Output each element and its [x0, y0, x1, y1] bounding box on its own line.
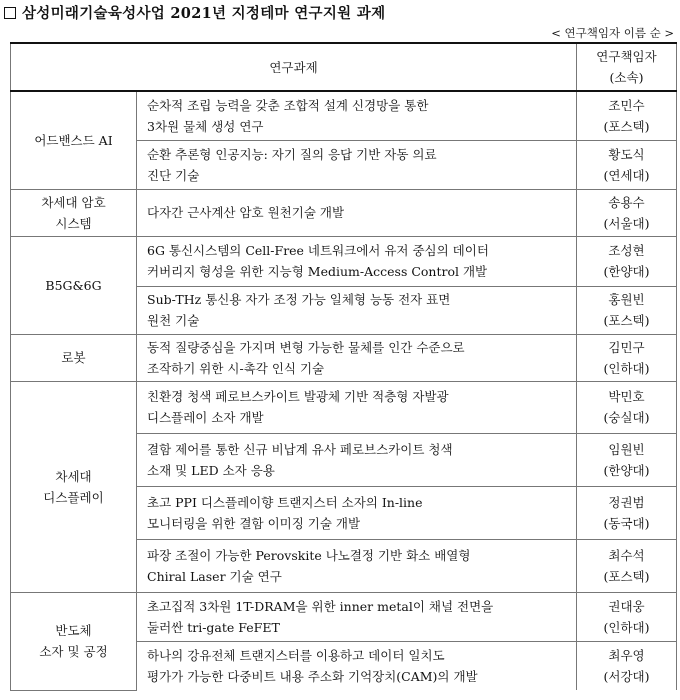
pi-name: 황도식: [608, 146, 645, 162]
category-label: 로봇: [61, 350, 86, 365]
project-cell: [137, 91, 577, 140]
category-label: B5G&6G: [45, 277, 102, 293]
pi-cell: [577, 592, 677, 641]
pi-affiliation: (포스텍): [603, 118, 650, 134]
pi-cell: [577, 91, 677, 140]
category-label: 어드밴스드 AI: [34, 132, 113, 148]
project-cell: [137, 641, 577, 690]
sort-note: < 연구책임자 이름 순 >: [551, 26, 674, 40]
table-row: [11, 91, 677, 140]
pi-cell: [577, 189, 677, 236]
category-label: 시스템: [55, 215, 92, 231]
pi-cell: [577, 433, 677, 486]
header-pi-label: 연구책임자: [596, 49, 657, 64]
header-project: 연구과제: [11, 43, 577, 91]
table-row: [11, 334, 677, 381]
project-line: 결함 제어를 통한 신규 비납계 유사 페로브스카이트 청색: [147, 441, 453, 457]
pi-affiliation: (숭실대): [603, 410, 650, 425]
pi-name: 김민구: [608, 339, 645, 355]
pi-affiliation: (포스텍): [603, 568, 650, 584]
header-pi: [577, 43, 677, 91]
project-line: 친환경 청색 페로브스카이트 발광체 기반 적층형 자발광: [147, 389, 449, 404]
title-text: 삼성미래기술육성사업 2021년 지정테마 연구지원 과제: [22, 5, 386, 22]
category-label: 디스플레이: [43, 489, 104, 505]
pi-name: 정권범: [608, 494, 645, 510]
table-row: [11, 592, 677, 641]
category-cell: [11, 592, 137, 690]
category-cell: [11, 91, 137, 189]
pi-name: 박민호: [608, 389, 645, 404]
project-line: 원천 기술: [147, 313, 200, 328]
pi-affiliation: (인하대): [603, 360, 650, 376]
page-title: [4, 2, 385, 23]
category-cell: [11, 189, 137, 236]
pi-affiliation: (인하대): [603, 619, 650, 635]
pi-name: 최수석: [608, 547, 645, 563]
table-row: [11, 236, 677, 286]
project-table: [10, 42, 677, 691]
project-cell: [137, 189, 577, 236]
project-line: 커버리지 형성을 위한 지능형 Medium-Access Control 개발: [147, 264, 488, 279]
pi-cell: [577, 641, 677, 690]
project-cell: [137, 486, 577, 539]
project-cell: [137, 286, 577, 334]
project-line: 모니터링을 위한 결함 이미징 기술 개발: [147, 515, 361, 531]
pi-affiliation: (한양대): [603, 462, 650, 478]
category-cell: [11, 236, 137, 334]
pi-name: 최우영: [608, 647, 645, 663]
pi-cell: [577, 286, 677, 334]
pi-cell: [577, 539, 677, 592]
project-line: 6G 통신시스템의 Cell-Free 네트워크에서 유저 중심의 데이터: [147, 243, 489, 258]
category-label: 차세대 암호: [41, 194, 106, 210]
pi-name: 권대웅: [608, 598, 645, 614]
pi-affiliation: (서울대): [603, 215, 650, 231]
project-cell: [137, 334, 577, 381]
category-label: 반도체: [55, 623, 92, 638]
category-label: 소자 및 공정: [39, 644, 108, 659]
project-line: 평가가 가능한 다중비트 내용 주소화 기억장치(CAM)의 개발: [147, 668, 478, 684]
pi-name: 송용수: [608, 194, 645, 210]
checkbox-square-icon: [4, 7, 16, 19]
category-cell: [11, 381, 137, 592]
category-label: 차세대: [55, 468, 92, 484]
project-cell: [137, 236, 577, 286]
project-cell: [137, 140, 577, 189]
pi-cell: [577, 381, 677, 433]
pi-cell: [577, 486, 677, 539]
project-cell: [137, 381, 577, 433]
pi-affiliation: (포스텍): [603, 313, 650, 328]
project-line: 조작하기 위한 시-촉각 인식 기술: [147, 360, 325, 376]
category-cell: [11, 334, 137, 381]
pi-affiliation: (연세대): [603, 167, 650, 183]
project-line: 순환 추론형 인공지능: 자기 질의 응답 기반 자동 의료: [147, 146, 437, 162]
pi-cell: [577, 140, 677, 189]
project-line: Sub-THz 통신용 자가 조정 가능 일체형 능동 전자 표면: [147, 292, 451, 307]
pi-affiliation: (한양대): [603, 264, 650, 279]
project-cell: [137, 433, 577, 486]
pi-name: 조성현: [608, 243, 645, 258]
project-line: 진단 기술: [147, 167, 200, 183]
project-line: 다자간 근사계산 암호 원천기술 개발: [147, 205, 345, 220]
project-cell: [137, 592, 577, 641]
project-line: 디스플레이 소자 개발: [147, 410, 264, 425]
project-line: 소재 및 LED 소자 응용: [147, 462, 275, 478]
project-line: 3차원 물체 생성 연구: [147, 118, 264, 134]
pi-name: 홍원빈: [608, 292, 645, 307]
project-line: 동적 질량중심을 가지며 변형 가능한 물체를 인간 수준으로: [147, 339, 465, 355]
project-line: Chiral Laser 기술 연구: [147, 568, 282, 584]
pi-cell: [577, 334, 677, 381]
table-header-row: [11, 43, 677, 91]
pi-affiliation: (동국대): [603, 515, 650, 531]
project-line: 순차적 조립 능력을 갖춘 조합적 설계 신경망을 통한: [147, 97, 429, 113]
project-line: 초고 PPI 디스플레이향 트랜지스터 소자의 In-line: [147, 494, 423, 510]
pi-cell: [577, 236, 677, 286]
project-line: 초고집적 3차원 1T-DRAM을 위한 inner metal이 채널 전면을: [147, 598, 494, 614]
pi-name: 임원빈: [608, 441, 645, 457]
project-line: 파장 조절이 가능한 Perovskite 나노결정 기반 화소 배열형: [147, 547, 471, 563]
project-cell: [137, 539, 577, 592]
pi-name: 조민수: [608, 97, 645, 113]
project-line: 하나의 강유전체 트랜지스터를 이용하고 데이터 일치도: [147, 647, 445, 663]
header-affil-label: (소속): [609, 70, 644, 85]
table-row: [11, 381, 677, 433]
pi-affiliation: (서강대): [603, 668, 650, 684]
project-line: 둘러싼 tri-gate FeFET: [147, 619, 280, 635]
table-row: [11, 189, 677, 236]
